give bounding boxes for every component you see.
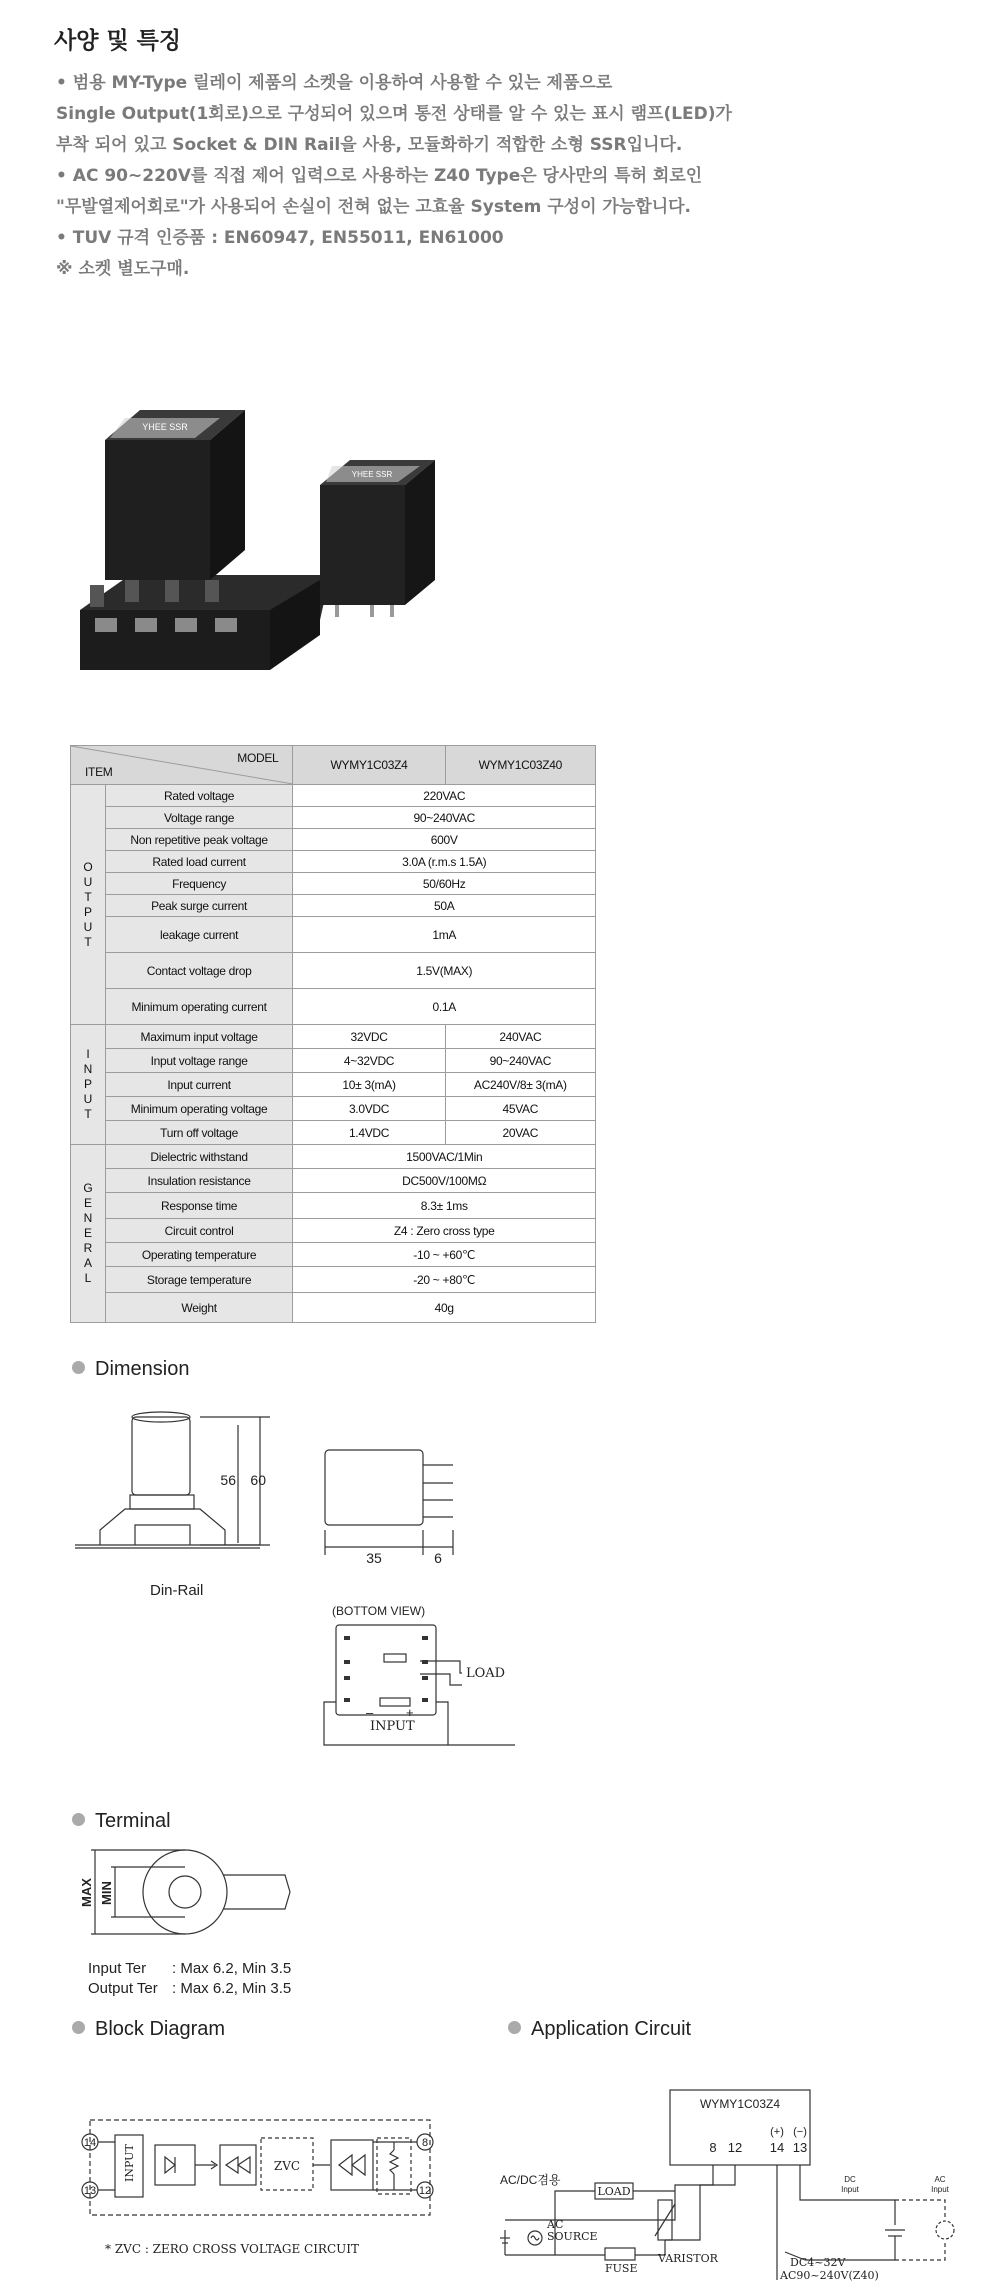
minus-sign: – bbox=[366, 1705, 374, 1720]
spec-table bbox=[70, 745, 596, 1323]
item-cell: Rated load current bbox=[105, 851, 293, 873]
bullet-icon bbox=[72, 1361, 85, 1374]
page-title: 사양 및 특징 bbox=[54, 28, 182, 54]
feature-line: "무발열제어회로"가 사용되어 손실이 전혀 없는 고효율 System 구성이 가능합니다. bbox=[56, 197, 691, 217]
value-cell: AC240V/8± 3(mA) bbox=[445, 1073, 595, 1097]
dim-56: 56 bbox=[220, 1472, 236, 1488]
item-cell: Turn off voltage bbox=[105, 1121, 293, 1145]
dim-35: 35 bbox=[366, 1550, 382, 1566]
terminal-14: 14 bbox=[83, 2137, 97, 2149]
item-cell: Minimum operating current bbox=[105, 989, 293, 1025]
value-cell: 50/60Hz bbox=[293, 873, 596, 895]
model-label: MODEL bbox=[237, 751, 279, 765]
feature-line: ※ 소켓 별도구매. bbox=[56, 259, 190, 279]
item-label: ITEM bbox=[85, 765, 113, 779]
max-label: MAX bbox=[79, 1878, 94, 1907]
bullet-icon bbox=[72, 1813, 85, 1826]
pin-12: 12 bbox=[727, 2140, 743, 2155]
item-cell: Minimum operating voltage bbox=[105, 1097, 293, 1121]
feature-line: • 범용 MY-Type 릴레이 제품의 소켓을 이용하여 사용할 수 있는 제품으로 bbox=[56, 73, 613, 93]
table-row bbox=[71, 1145, 596, 1169]
dim-60: 60 bbox=[250, 1472, 266, 1488]
terminal-12: 12 bbox=[418, 2185, 432, 2197]
ac-range-label: AC90~240V(Z40) bbox=[780, 2269, 879, 2282]
bullet-icon bbox=[508, 2021, 521, 2034]
table-header-row bbox=[71, 746, 596, 785]
table-row bbox=[71, 873, 596, 895]
table-row bbox=[71, 785, 596, 807]
table-row bbox=[71, 1073, 596, 1097]
pin-8: 8 bbox=[709, 2140, 717, 2155]
input-block-label: INPUT bbox=[123, 2144, 136, 2182]
table-row bbox=[71, 953, 596, 989]
brand-label: YHEE SSR bbox=[142, 422, 188, 432]
value-cell: -20 ~ +80℃ bbox=[293, 1267, 596, 1293]
output-terminal-spec: Output Ter : Max 6.2, Min 3.5 bbox=[88, 1980, 292, 1997]
model-label: WYMY1C03Z4 bbox=[699, 2097, 781, 2111]
ac-input-label-2: Input bbox=[931, 2185, 949, 2194]
brand-label-2: YHEE SSR bbox=[351, 470, 393, 479]
table-row bbox=[71, 1121, 596, 1145]
feature-list bbox=[56, 68, 732, 285]
item-cell: leakage current bbox=[105, 917, 293, 953]
item-cell: Contact voltage drop bbox=[105, 953, 293, 989]
value-cell: 4~32VDC bbox=[293, 1049, 445, 1073]
item-cell: Response time bbox=[105, 1193, 293, 1219]
load-label: LOAD bbox=[597, 2185, 631, 2198]
value-cell: 600V bbox=[293, 829, 596, 851]
value-cell: -10 ~ +60℃ bbox=[293, 1243, 596, 1267]
table-row bbox=[71, 1243, 596, 1267]
model-header: WYMY1C03Z4 bbox=[293, 746, 445, 785]
table-row bbox=[71, 1267, 596, 1293]
value-cell: 1.5V(MAX) bbox=[293, 953, 596, 989]
dc-range-label: DC4~32V bbox=[790, 2256, 846, 2269]
terminal-drawing bbox=[79, 1845, 315, 1945]
value-cell: 90~240VAC bbox=[445, 1049, 595, 1073]
value-cell: DC500V/100MΩ bbox=[293, 1169, 596, 1193]
block-diagram-heading: Block Diagram bbox=[72, 2018, 225, 2041]
bullet-icon bbox=[72, 2021, 85, 2034]
feature-line: 부착 되어 있고 Socket & DIN Rail을 사용, 모듈화하기 적합한 소형 SSR입니다. bbox=[56, 135, 683, 155]
value-cell: 32VDC bbox=[293, 1025, 445, 1049]
item-cell: Input current bbox=[105, 1073, 293, 1097]
item-cell: Operating temperature bbox=[105, 1243, 293, 1267]
acdc-label: AC/DC겸용 bbox=[500, 2173, 561, 2187]
value-cell: 1mA bbox=[293, 917, 596, 953]
min-label: MIN bbox=[99, 1881, 114, 1905]
fuse-label: FUSE bbox=[605, 2262, 638, 2275]
item-cell: Input voltage range bbox=[105, 1049, 293, 1073]
value-cell: Z4 : Zero cross type bbox=[293, 1219, 596, 1243]
dimension-drawing bbox=[70, 1395, 506, 1795]
table-row bbox=[71, 829, 596, 851]
table-row bbox=[71, 1219, 596, 1243]
category-cell: I N P U T bbox=[71, 1025, 106, 1145]
pin-14: 14 bbox=[769, 2140, 785, 2155]
item-cell: Non repetitive peak voltage bbox=[105, 829, 293, 851]
pin-plus: (+) bbox=[770, 2126, 784, 2138]
dim-6: 6 bbox=[434, 1550, 442, 1566]
dc-input-label: DC bbox=[844, 2175, 856, 2184]
item-cell: Peak surge current bbox=[105, 895, 293, 917]
item-cell: Voltage range bbox=[105, 807, 293, 829]
pin-minus: (−) bbox=[793, 2126, 807, 2138]
value-cell: 45VAC bbox=[445, 1097, 595, 1121]
table-row bbox=[71, 989, 596, 1025]
table-row bbox=[71, 1025, 596, 1049]
item-cell: Dielectric withstand bbox=[105, 1145, 293, 1169]
input-terminal-spec: Input Ter : Max 6.2, Min 3.5 bbox=[88, 1960, 292, 1977]
input-label: INPUT bbox=[370, 1719, 415, 1734]
ac-label: AC bbox=[547, 2218, 564, 2231]
table-row bbox=[71, 1293, 596, 1323]
item-model-header bbox=[71, 746, 293, 785]
pin-13: 13 bbox=[792, 2140, 808, 2155]
feature-line: • AC 90~220V를 직접 제어 입력으로 사용하는 Z40 Type은 당사만의 특허 회로인 bbox=[56, 166, 703, 186]
value-cell: 240VAC bbox=[445, 1025, 595, 1049]
terminal-13: 13 bbox=[83, 2185, 97, 2197]
item-cell: Storage temperature bbox=[105, 1267, 293, 1293]
item-cell: Insulation resistance bbox=[105, 1169, 293, 1193]
table-row bbox=[71, 1193, 596, 1219]
dimension-heading: Dimension bbox=[72, 1358, 189, 1381]
source-label: SOURCE bbox=[547, 2230, 598, 2243]
din-rail-label: Din-Rail bbox=[150, 1582, 204, 1599]
item-cell: Rated voltage bbox=[105, 785, 293, 807]
value-cell: 8.3± 1ms bbox=[293, 1193, 596, 1219]
value-cell: 20VAC bbox=[445, 1121, 595, 1145]
value-cell: 50A bbox=[293, 895, 596, 917]
value-cell: 220VAC bbox=[293, 785, 596, 807]
feature-line: • TUV 규격 인증품 : EN60947, EN55011, EN61000 bbox=[56, 228, 504, 248]
table-row bbox=[71, 851, 596, 873]
item-cell: Frequency bbox=[105, 873, 293, 895]
item-cell: Circuit control bbox=[105, 1219, 293, 1243]
item-cell: Weight bbox=[105, 1293, 293, 1323]
product-photo bbox=[70, 380, 490, 710]
table-row bbox=[71, 1097, 596, 1121]
table-row bbox=[71, 807, 596, 829]
value-cell: 3.0VDC bbox=[293, 1097, 445, 1121]
value-cell: 90~240VAC bbox=[293, 807, 596, 829]
value-cell: 10± 3(mA) bbox=[293, 1073, 445, 1097]
terminal-heading: Terminal bbox=[72, 1810, 171, 1833]
value-cell: 40g bbox=[293, 1293, 596, 1323]
varistor-label: VARISTOR bbox=[658, 2252, 718, 2265]
plus-sign: + bbox=[406, 1705, 414, 1720]
feature-line: Single Output(1회로)으로 구성되어 있으며 통전 상태를 알 수 있는 표시 램프(LED)가 bbox=[56, 104, 732, 124]
terminal-8: 8 bbox=[421, 2137, 429, 2149]
value-cell: 3.0A (r.m.s 1.5A) bbox=[293, 851, 596, 873]
category-cell: G E N E R A L bbox=[71, 1145, 106, 1323]
model-header: WYMY1C03Z40 bbox=[445, 746, 595, 785]
table-row bbox=[71, 917, 596, 953]
table-row bbox=[71, 1169, 596, 1193]
category-cell: O U T P U T bbox=[71, 785, 106, 1025]
zvc-note: * ZVC : ZERO CROSS VOLTAGE CIRCUIT bbox=[105, 2242, 360, 2256]
zvc-label: ZVC bbox=[273, 2159, 301, 2173]
load-label: LOAD bbox=[466, 1666, 506, 1681]
dc-input-label-2: Input bbox=[841, 2185, 859, 2194]
application-circuit bbox=[495, 2080, 975, 2280]
ac-input-label: AC bbox=[934, 2175, 946, 2184]
value-cell: 1500VAC/1Min bbox=[293, 1145, 596, 1169]
bottom-view-label: (BOTTOM VIEW) bbox=[332, 1604, 426, 1618]
value-cell: 0.1A bbox=[293, 989, 596, 1025]
table-row bbox=[71, 895, 596, 917]
value-cell: 1.4VDC bbox=[293, 1121, 445, 1145]
item-cell: Maximum input voltage bbox=[105, 1025, 293, 1049]
block-diagram bbox=[75, 2110, 445, 2270]
application-circuit-heading: Application Circuit bbox=[508, 2018, 691, 2041]
table-row bbox=[71, 1049, 596, 1073]
